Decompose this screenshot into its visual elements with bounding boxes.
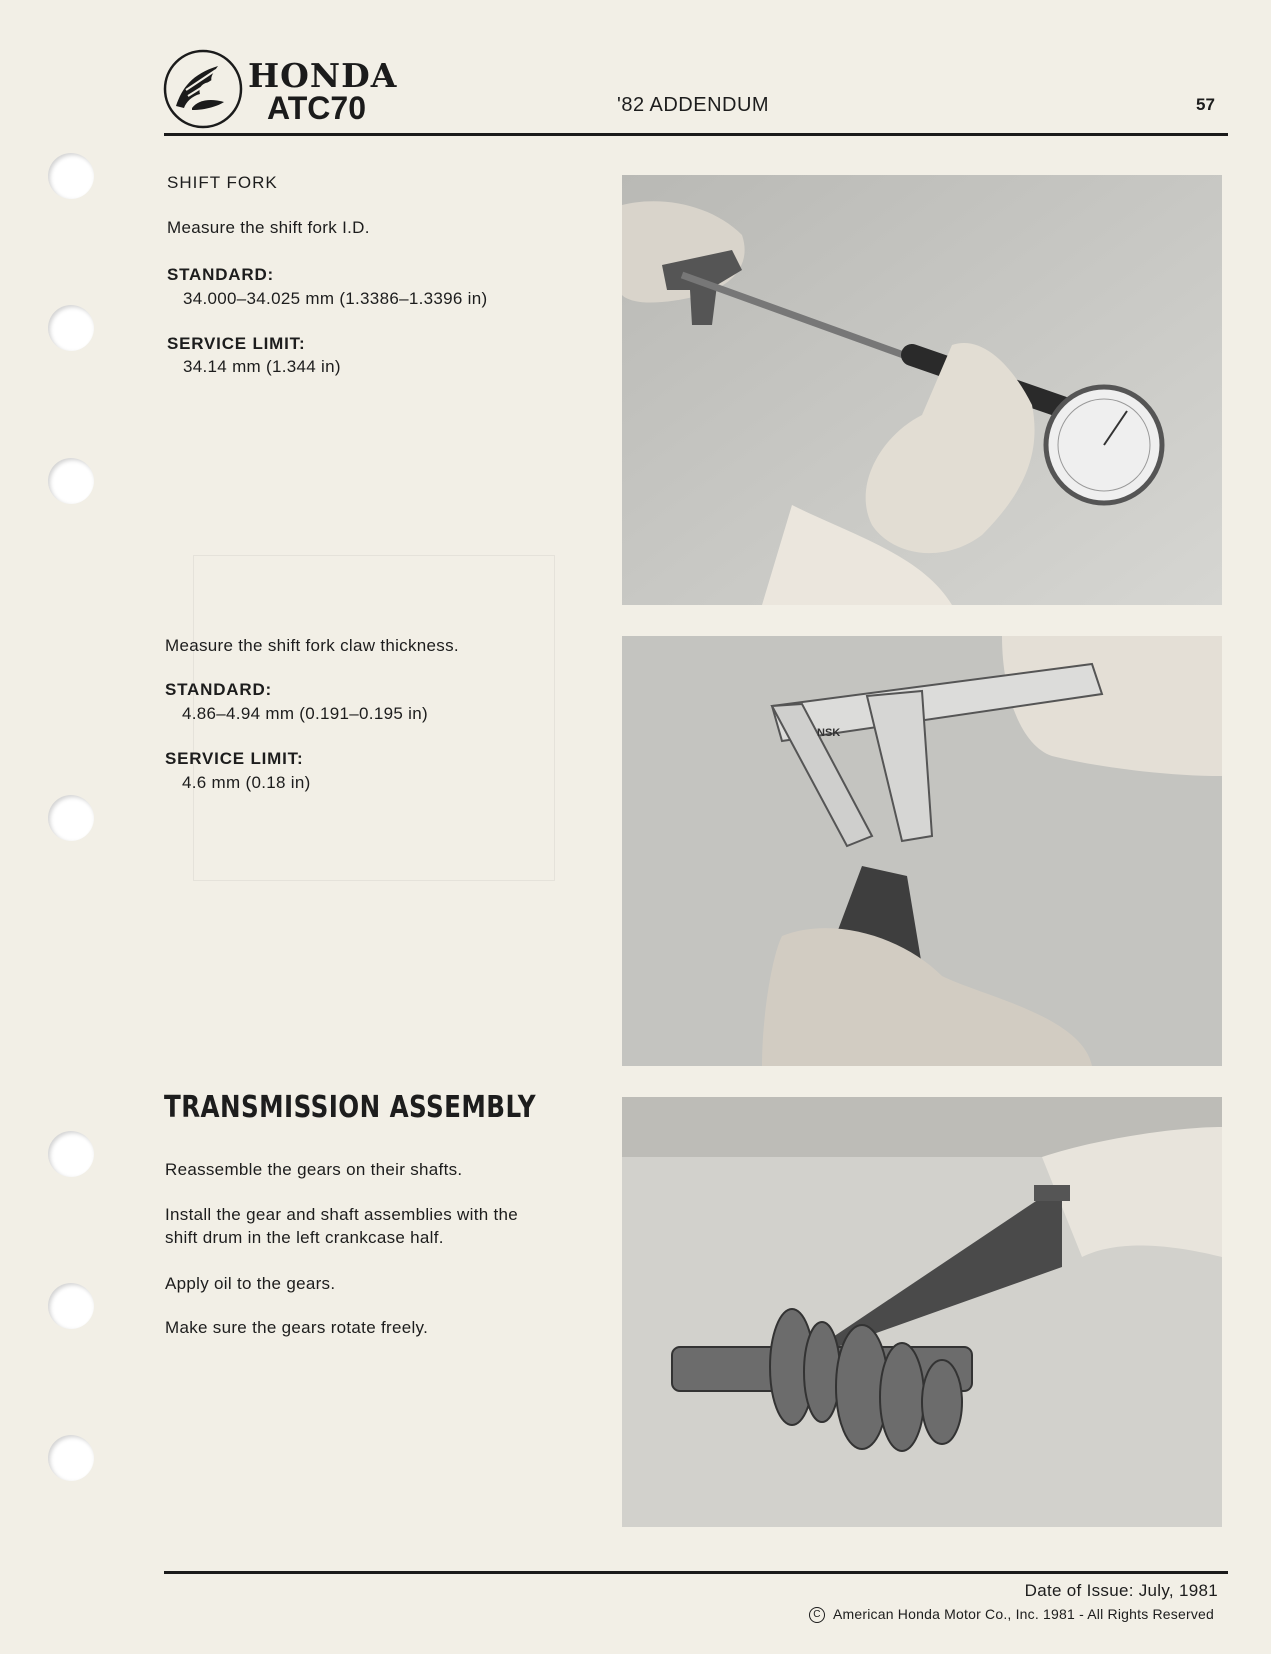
claw-limit-label: SERVICE LIMIT: <box>165 749 304 768</box>
honda-wing-icon <box>162 48 244 130</box>
header-rule <box>164 133 1228 136</box>
section-title: '82 ADDENDUM <box>617 94 770 116</box>
id-standard-value: 34.000–34.025 mm (1.3386–1.3396 in) <box>183 289 488 308</box>
photo-bore-gauge <box>622 175 1222 605</box>
claw-standard-value: 4.86–4.94 mm (0.191–0.195 in) <box>182 704 428 723</box>
binder-hole <box>48 305 94 351</box>
claw-standard-label: STANDARD: <box>165 680 272 699</box>
model-name: ATC70 <box>267 90 366 126</box>
binder-hole <box>48 1283 94 1329</box>
copyright-notice <box>809 1606 1214 1623</box>
id-standard-label: STANDARD: <box>167 265 274 284</box>
binder-hole <box>48 1131 94 1177</box>
claw-instruction: Measure the shift fork claw thickness. <box>165 636 459 655</box>
transmission-heading: TRANSMISSION ASSEMBLY <box>164 1090 536 1125</box>
photo-caliper <box>622 636 1222 1066</box>
binder-hole <box>48 1435 94 1481</box>
shift-fork-title: SHIFT FORK <box>167 173 278 192</box>
step-rotate-check: Make sure the gears rotate freely. <box>165 1318 429 1337</box>
binder-hole <box>48 795 94 841</box>
issue-date: Date of Issue: July, 1981 <box>1024 1581 1218 1600</box>
step-install-line1: Install the gear and shaft assemblies with the <box>165 1205 519 1224</box>
step-reassemble: Reassemble the gears on their shafts. <box>165 1160 463 1179</box>
id-instruction: Measure the shift fork I.D. <box>167 218 370 237</box>
id-limit-label: SERVICE LIMIT: <box>167 334 306 353</box>
id-limit-value: 34.14 mm (1.344 in) <box>183 357 341 376</box>
photo-transmission <box>622 1097 1222 1527</box>
binder-hole <box>48 153 94 199</box>
honda-logo <box>162 48 462 134</box>
brand-name: HONDA <box>248 56 398 95</box>
page-number: 57 <box>1196 95 1215 114</box>
claw-limit-value: 4.6 mm (0.18 in) <box>182 773 311 792</box>
step-apply-oil: Apply oil to the gears. <box>165 1274 336 1293</box>
binder-hole <box>48 458 94 504</box>
step-install-line2: shift drum in the left crankcase half. <box>165 1228 444 1247</box>
copyright-text: American Honda Motor Co., Inc. 1981 - All Rights Reserved <box>832 1606 1214 1622</box>
caliper-brand-label: NSK <box>817 727 841 739</box>
footer-rule <box>164 1571 1228 1574</box>
copyright-icon: C <box>809 1607 825 1623</box>
